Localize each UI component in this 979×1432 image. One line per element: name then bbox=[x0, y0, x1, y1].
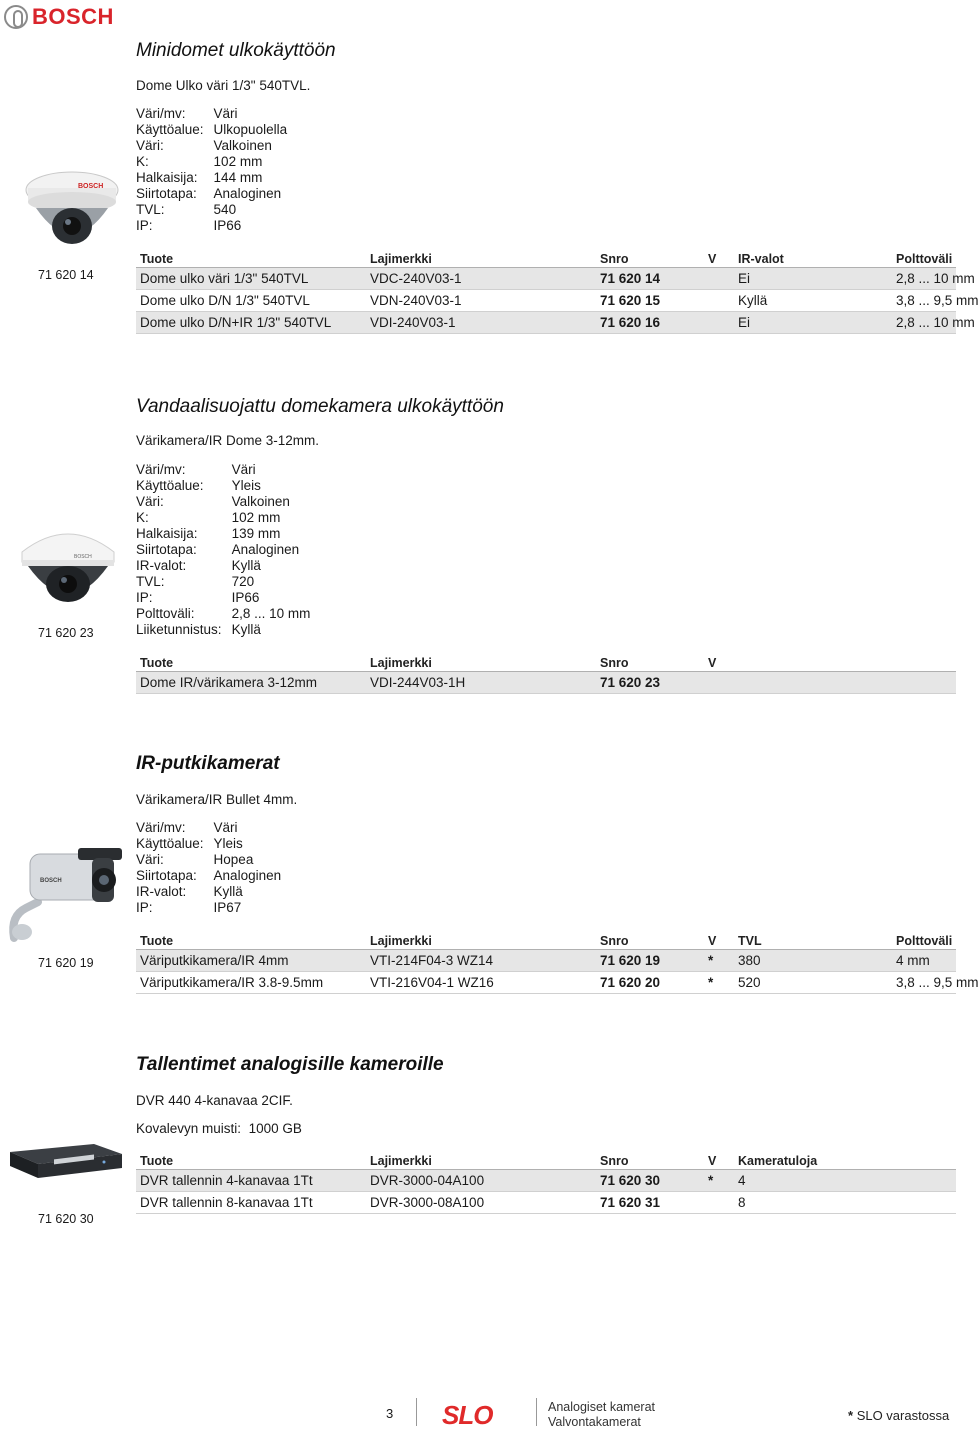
column-header: Kameratuloja bbox=[738, 1153, 818, 1168]
spec-label: K: bbox=[136, 510, 149, 525]
spec-label: Väri/mv: bbox=[136, 106, 186, 121]
column-header: Lajimerkki bbox=[370, 655, 432, 670]
table-header bbox=[136, 654, 956, 672]
column-header: V bbox=[708, 933, 717, 948]
stock-legend bbox=[848, 1408, 949, 1423]
spec-label: IP: bbox=[136, 218, 153, 233]
product-code-ir-bullet: 71 620 19 bbox=[38, 956, 94, 970]
table-cell: Väriputkikamera/IR 3.8-9.5mm bbox=[140, 975, 324, 990]
spec-value: Analoginen bbox=[213, 186, 282, 201]
spec-label: Väri/mv: bbox=[136, 820, 186, 835]
spec-value: Väri bbox=[213, 106, 238, 121]
spec-value: Analoginen bbox=[231, 542, 300, 557]
footer-category-line1: Analogiset kamerat bbox=[548, 1400, 656, 1414]
spec-list-minidomes bbox=[136, 106, 287, 234]
spec-label: Siirtotapa: bbox=[136, 542, 197, 557]
table-cell: VDI-240V03-1 bbox=[370, 315, 456, 330]
table-cell: 3,8 ... 9,5 mm bbox=[896, 293, 979, 308]
spec-label: Väri: bbox=[136, 138, 164, 153]
hdd-spec-value: 1000 GB bbox=[248, 1121, 302, 1136]
column-header: TVL bbox=[738, 933, 762, 948]
spec-value: IP66 bbox=[213, 218, 242, 233]
table-cell: VTI-216V04-1 WZ16 bbox=[370, 975, 494, 990]
spec-label: Käyttöalue: bbox=[136, 478, 204, 493]
footer-divider bbox=[536, 1398, 537, 1426]
table-row bbox=[136, 1192, 956, 1214]
spec-value: 720 bbox=[231, 574, 255, 589]
product-code-recorders: 71 620 30 bbox=[38, 1212, 94, 1226]
table-cell: 71 620 15 bbox=[600, 293, 661, 308]
table-header bbox=[136, 1152, 956, 1170]
spec-value: Väri bbox=[231, 462, 256, 477]
svg-text:BOSCH: BOSCH bbox=[78, 183, 104, 190]
spec-label: K: bbox=[136, 154, 149, 169]
table-cell: DVR-3000-08A100 bbox=[370, 1195, 485, 1210]
spec-value: 102 mm bbox=[231, 510, 281, 525]
spec-value: Väri bbox=[213, 820, 238, 835]
product-table-minidomes bbox=[136, 250, 979, 334]
column-header: Polttoväli bbox=[896, 251, 953, 266]
table-cell: Väriputkikamera/IR 4mm bbox=[140, 953, 289, 968]
table-row bbox=[136, 268, 975, 290]
table-cell: Dome IR/värikamera 3-12mm bbox=[140, 675, 318, 690]
table-cell: VDN-240V03-1 bbox=[370, 293, 462, 308]
table-cell: DVR-3000-04A100 bbox=[370, 1173, 485, 1188]
product-table-ir-bullet bbox=[136, 932, 979, 994]
table-cell: Ei bbox=[738, 271, 751, 286]
spec-value: Yleis bbox=[231, 478, 261, 493]
spec-label: IP: bbox=[136, 590, 153, 605]
table-cell: * bbox=[708, 975, 714, 990]
product-code-vandal-dome: 71 620 23 bbox=[38, 626, 94, 640]
table-cell: * bbox=[708, 1173, 714, 1188]
section-subtitle-vandal-dome: Värikamera/IR Dome 3-12mm. bbox=[136, 433, 320, 448]
product-table-recorders bbox=[136, 1152, 956, 1214]
spec-label: Siirtotapa: bbox=[136, 186, 197, 201]
spec-value: 2,8 ... 10 mm bbox=[231, 606, 311, 621]
brand-name: BOSCH bbox=[32, 4, 114, 29]
section-subtitle-recorders: DVR 440 4-kanavaa 2CIF. bbox=[136, 1093, 293, 1108]
table-row bbox=[136, 950, 956, 972]
table-row bbox=[136, 672, 956, 694]
table-cell: 380 bbox=[738, 953, 761, 968]
footer-divider bbox=[416, 1398, 417, 1426]
spec-label: TVL: bbox=[136, 202, 165, 217]
table-cell: 3,8 ... 9,5 mm bbox=[896, 975, 979, 990]
spec-label: IR-valot: bbox=[136, 884, 187, 899]
section-subtitle-ir-bullet: Värikamera/IR Bullet 4mm. bbox=[136, 792, 298, 807]
table-cell: 71 620 31 bbox=[600, 1195, 661, 1210]
column-header: Tuote bbox=[140, 933, 174, 948]
spec-label: Liiketunnistus: bbox=[136, 622, 222, 637]
spec-label: Halkaisija: bbox=[136, 526, 198, 541]
spec-label: Polttoväli: bbox=[136, 606, 195, 621]
page-number: 3 bbox=[386, 1406, 394, 1421]
product-code-minidomes: 71 620 14 bbox=[38, 268, 94, 282]
spec-value: Valkoinen bbox=[231, 494, 290, 509]
column-header: IR-valot bbox=[738, 251, 784, 266]
spec-list-ir-bullet bbox=[136, 820, 281, 916]
table-cell: Dome ulko väri 1/3" 540TVL bbox=[140, 271, 309, 286]
spec-value: 139 mm bbox=[231, 526, 281, 541]
spec-value: Kyllä bbox=[231, 622, 261, 637]
table-cell: 2,8 ... 10 mm bbox=[896, 315, 975, 330]
table-cell: 8 bbox=[738, 1195, 746, 1210]
spec-value: 102 mm bbox=[213, 154, 263, 169]
spec-value: IP66 bbox=[231, 590, 260, 605]
slo-logo: SLO bbox=[442, 1400, 493, 1430]
column-header: Snro bbox=[600, 933, 629, 948]
bosch-logo bbox=[4, 4, 114, 30]
table-cell: 71 620 14 bbox=[600, 271, 661, 286]
footer-category-line2: Valvontakamerat bbox=[548, 1415, 641, 1429]
table-row bbox=[136, 972, 979, 994]
table-cell: VTI-214F04-3 WZ14 bbox=[370, 953, 494, 968]
svg-text:BOSCH: BOSCH bbox=[74, 554, 92, 560]
vandal-dome-camera-image bbox=[18, 522, 118, 612]
column-header: Snro bbox=[600, 655, 629, 670]
stock-legend-label: SLO varastossa bbox=[856, 1408, 950, 1423]
table-cell: 4 bbox=[738, 1173, 746, 1188]
dvr-recorder-image bbox=[8, 1140, 124, 1182]
table-cell: Ei bbox=[738, 315, 751, 330]
table-cell: DVR tallennin 8-kanavaa 1Tt bbox=[140, 1195, 313, 1210]
spec-value: IP67 bbox=[213, 900, 242, 915]
table-header bbox=[136, 250, 956, 268]
column-header: Tuote bbox=[140, 655, 174, 670]
column-header: V bbox=[708, 251, 717, 266]
table-cell: Dome ulko D/N+IR 1/3" 540TVL bbox=[140, 315, 332, 330]
table-cell: Kyllä bbox=[738, 293, 768, 308]
section-title-vandal-dome: Vandaalisuojattu domekamera ulkokäyttöön bbox=[136, 396, 504, 417]
table-row bbox=[136, 290, 979, 312]
table-row bbox=[136, 312, 975, 334]
spec-list-vandal-dome bbox=[136, 462, 310, 638]
table-cell: 520 bbox=[738, 975, 761, 990]
column-header: Snro bbox=[600, 1153, 629, 1168]
spec-value: Valkoinen bbox=[213, 138, 272, 153]
column-header: Tuote bbox=[140, 1153, 174, 1168]
spec-label: Väri: bbox=[136, 494, 164, 509]
svg-text:BOSCH: BOSCH bbox=[40, 878, 62, 884]
table-cell: VDC-240V03-1 bbox=[370, 271, 462, 286]
table-row bbox=[136, 1170, 956, 1192]
spec-label: TVL: bbox=[136, 574, 165, 589]
spec-value: Ulkopuolella bbox=[213, 122, 288, 137]
spec-label: Käyttöalue: bbox=[136, 836, 204, 851]
spec-value: Kyllä bbox=[231, 558, 261, 573]
spec-label: Halkaisija: bbox=[136, 170, 198, 185]
hdd-spec-label: Kovalevyn muisti: bbox=[136, 1121, 242, 1136]
table-cell: 71 620 16 bbox=[600, 315, 661, 330]
section-title-ir-bullet: IR-putkikamerat bbox=[136, 753, 280, 774]
star-icon: * bbox=[848, 1408, 854, 1423]
bullet-camera-image bbox=[8, 846, 124, 942]
footer-category bbox=[548, 1400, 655, 1430]
table-cell: DVR tallennin 4-kanavaa 1Tt bbox=[140, 1173, 313, 1188]
page-footer bbox=[0, 1396, 960, 1432]
section-subtitle-minidomes: Dome Ulko väri 1/3" 540TVL. bbox=[136, 78, 311, 93]
spec-label: Väri/mv: bbox=[136, 462, 186, 477]
spec-value: Hopea bbox=[213, 852, 254, 867]
table-cell: 2,8 ... 10 mm bbox=[896, 271, 975, 286]
column-header: Lajimerkki bbox=[370, 933, 432, 948]
product-table-vandal-dome bbox=[136, 654, 956, 694]
spec-value: Kyllä bbox=[213, 884, 243, 899]
bosch-emblem-icon bbox=[4, 5, 28, 29]
column-header: Polttoväli bbox=[896, 933, 953, 948]
column-header: V bbox=[708, 1153, 717, 1168]
spec-label: Väri: bbox=[136, 852, 164, 867]
spec-value: 144 mm bbox=[213, 170, 263, 185]
spec-label: IP: bbox=[136, 900, 153, 915]
table-cell: 4 mm bbox=[896, 953, 930, 968]
table-cell: VDI-244V03-1H bbox=[370, 675, 466, 690]
table-cell: Dome ulko D/N 1/3" 540TVL bbox=[140, 293, 310, 308]
column-header: Lajimerkki bbox=[370, 251, 432, 266]
table-cell: 71 620 23 bbox=[600, 675, 661, 690]
spec-label: IR-valot: bbox=[136, 558, 187, 573]
section-title-recorders: Tallentimet analogisille kameroille bbox=[136, 1054, 444, 1075]
table-cell: 71 620 19 bbox=[600, 953, 661, 968]
table-header bbox=[136, 932, 956, 950]
column-header: Tuote bbox=[140, 251, 174, 266]
section-title-minidomes: Minidomet ulkokäyttöön bbox=[136, 40, 336, 61]
column-header: V bbox=[708, 655, 717, 670]
column-header: Lajimerkki bbox=[370, 1153, 432, 1168]
spec-value: Analoginen bbox=[213, 868, 282, 883]
column-header: Snro bbox=[600, 251, 629, 266]
table-cell: * bbox=[708, 953, 714, 968]
dome-camera-image bbox=[22, 168, 122, 252]
hdd-spec bbox=[136, 1121, 302, 1136]
table-cell: 71 620 30 bbox=[600, 1173, 661, 1188]
spec-value: 540 bbox=[213, 202, 237, 217]
table-cell: 71 620 20 bbox=[600, 975, 661, 990]
spec-label: Käyttöalue: bbox=[136, 122, 204, 137]
spec-value: Yleis bbox=[213, 836, 243, 851]
spec-label: Siirtotapa: bbox=[136, 868, 197, 883]
